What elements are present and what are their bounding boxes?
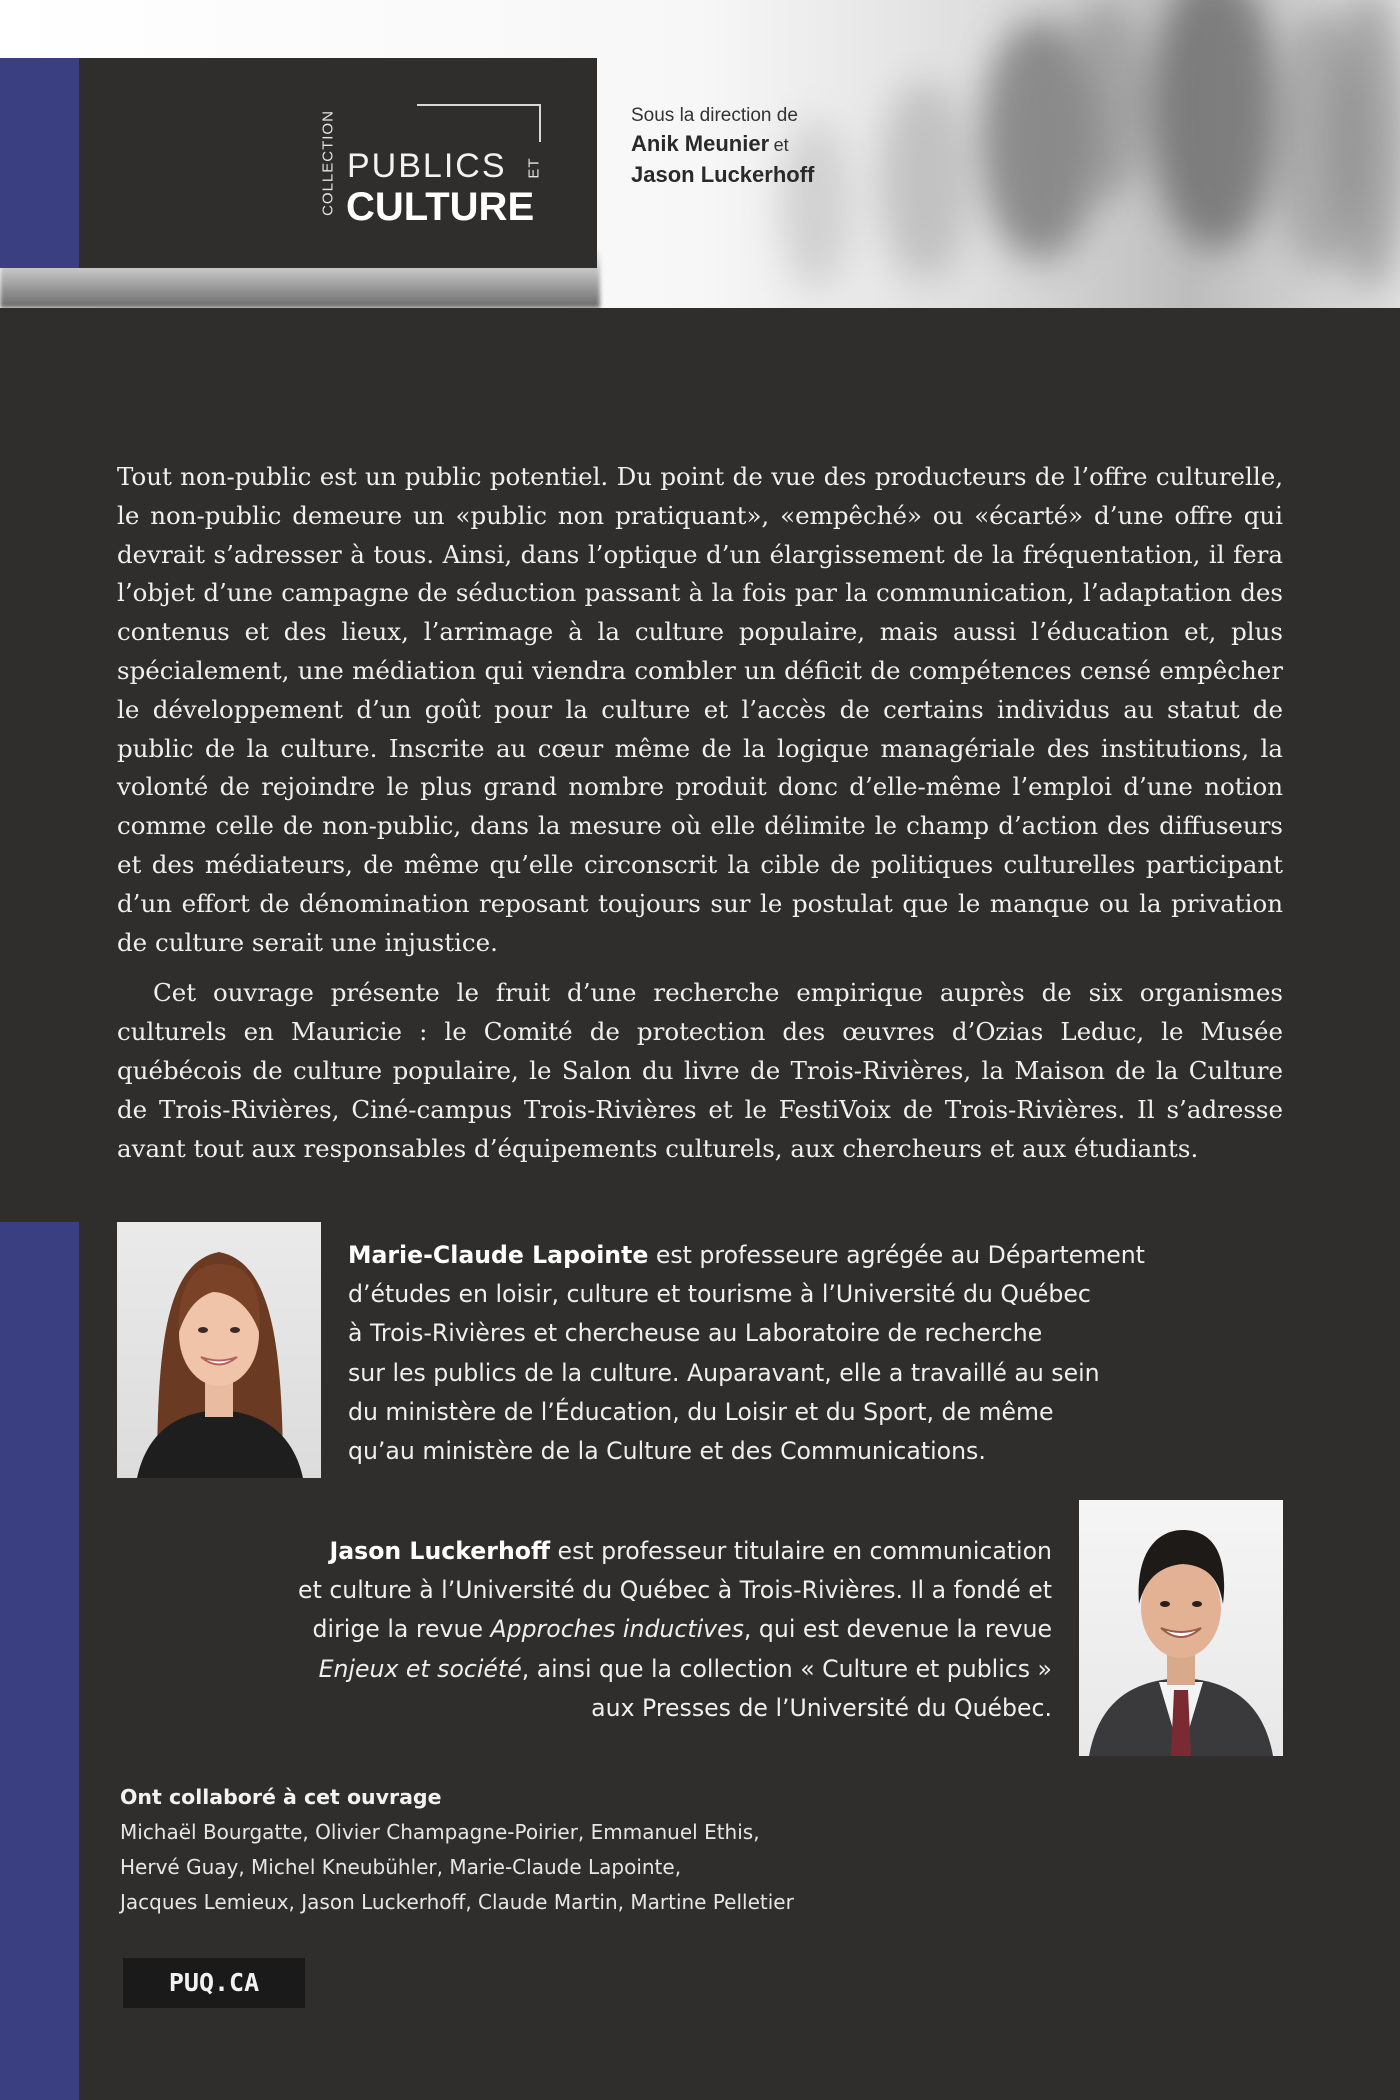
accent-band-top: [0, 58, 79, 268]
publisher-site: PUQ.CA: [123, 1958, 305, 2008]
portrait-woman-icon: [117, 1222, 321, 1478]
description: [117, 458, 1283, 1168]
author-1-line-4: sur les publics de la culture. Auparavant, elle a travaillé au sein: [348, 1358, 1100, 1387]
author-1-line-2: d’études en loisir, culture et tourisme à l’Université du Québec: [348, 1280, 1091, 1309]
author-1-bio: [348, 1236, 1145, 1471]
journal-title-2: Enjeux et société: [318, 1654, 522, 1683]
author-1-line-1: est professeure agrégée au Département: [648, 1241, 1145, 1269]
collection-label: COLLECTION: [319, 110, 337, 216]
description-paragraph-1: Tout non-public est un public potentiel. Du point de vue des producteurs de l’offre culturelle, le non-public demeure un «public non pratiquant», «empêché» ou «écarté» d’une offre qui devrait s’adresser à tous. Ainsi, dans l’optique d’un élargissement de la fréquentation, il fera l’objet d’une campagne de séduction passant à la fois par la communication, l’adaptation des contenus et des lieux, l’arrimage à la culture populaire, mais aussi l’éducation et, plus spécialement, une médiation qui viendra combler un déficit de compétences censé empêcher le développement d’un goût pour la culture et l’accès de certains individus au statut de public de la culture. Inscrite au cœur même de la logique managériale des institutions, la volonté de rejoindre le plus grand nombre produit donc d’elle-même l’emploi d’une notion comme celle de non-public, dans la mesure où elle délimite le champ d’action des diffuseurs et des médiateurs, de même qu’elle circonscrit la cible de politiques culturelles participant d’un effort de dénomination reposant toujours sur le postulat que le manque ou la privation de culture serait une injustice.: [117, 462, 1283, 957]
author-2-line-1: est professeur titulaire en communication: [550, 1537, 1052, 1565]
journal-title-1: Approches inductives: [490, 1615, 744, 1644]
description-paragraph-2: Cet ouvrage présente le fruit d’une recherche empirique auprès de six organismes culturels en Mauricie : le Comité de protection des œuvres d’Ozias Leduc, le Musée québécois de culture populaire, le Salon du livre de Trois-Rivières, la Maison de la Culture de Trois-Rivières, Ciné-campus Trois-Rivières et le FestiVoix de Trois-Rivières. Il s’adresse avant tout aux responsables d’équipements culturels, aux chercheurs et aux étudiants.: [117, 978, 1283, 1163]
author-2-bio: [200, 1532, 1052, 1728]
logo-culture: CULTURE: [346, 185, 535, 229]
author-1-line-5: du ministère de l’Éducation, du Loisir et du Sport, de même: [348, 1397, 1054, 1426]
collaborators-line-1: Michaël Bourgatte, Olivier Champagne-Poirier, Emmanuel Ethis,: [120, 1820, 760, 1844]
collaborators-line-3: Jacques Lemieux, Jason Luckerhoff, Claude Martin, Martine Pelletier: [120, 1890, 794, 1914]
editor-2: Jason Luckerhoff: [631, 162, 815, 187]
author-1-photo: [117, 1222, 321, 1478]
collaborators: [120, 1780, 794, 1920]
author-2-line-3b: , qui est devenue la revue: [743, 1615, 1052, 1644]
collaborators-line-2: Hervé Guay, Michel Kneubühler, Marie-Claude Lapointe,: [120, 1855, 682, 1879]
editor-conj: et: [773, 135, 789, 155]
author-1-line-3: à Trois-Rivières et chercheuse au Laboratoire de recherche: [348, 1319, 1043, 1348]
editors-block: [631, 102, 814, 189]
logo-publics: PUBLICS: [347, 147, 507, 185]
editor-1: Anik Meunier: [631, 131, 770, 156]
accent-band-bottom: [0, 1222, 79, 2100]
author-2-line-4b: , ainsi que la collection « Culture et publics »: [521, 1654, 1052, 1683]
author-2-line-5: aux Presses de l’Université du Québec.: [591, 1693, 1052, 1722]
author-2-line-3a: dirige la revue: [312, 1615, 491, 1644]
author-1-line-6: qu’au ministère de la Culture et des Communications.: [348, 1437, 986, 1466]
author-1-name: Marie-Claude Lapointe: [348, 1241, 649, 1269]
direction-intro: Sous la direction de: [631, 105, 798, 126]
portrait-man-icon: [1079, 1500, 1283, 1756]
logo-bracket: [417, 104, 541, 142]
collaborators-heading: Ont collaboré à cet ouvrage: [120, 1785, 442, 1809]
author-2-line-2: et culture à l’Université du Québec à Trois-Rivières. Il a fondé et: [298, 1576, 1052, 1605]
author-2-photo: [1079, 1500, 1283, 1756]
author-2-name: Jason Luckerhoff: [329, 1537, 551, 1565]
logo-et: ET: [525, 157, 543, 179]
